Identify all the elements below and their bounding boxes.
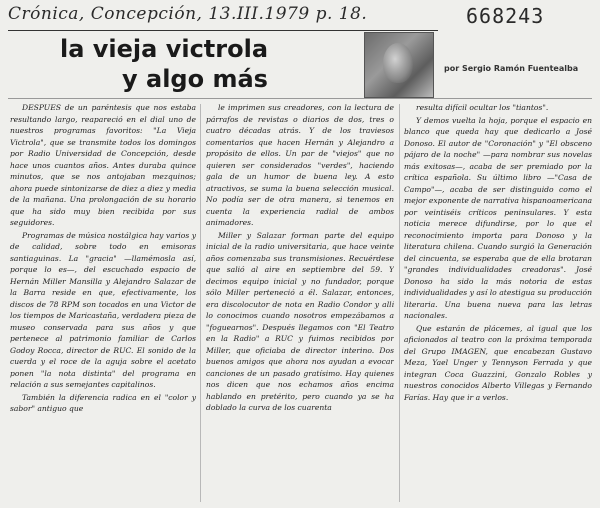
header-divider [8,98,592,99]
article-title-line1: la vieja victrola [60,35,269,63]
article-byline: por Sergio Ramón Fuentealba [444,64,579,73]
article-column-1 [10,102,196,506]
column-paragraph: También la diferencia radica en el "color y sabor" antiguo que [10,392,196,413]
column-paragraph: Programas de música nostálgica hay varios y de calidad, sobre todo en emisoras santiaguinas. La "gracia" —llamémosla así, porque lo es—, del escuchado espacio de Hernán Miller Mansilla y Alejandro Salazar de la Barra reside en que, efectivamente, los discos de 78 RPM son tocados en una Victor de los tiempos de Maricastaña, verdadera pieza de museo conservada para sus años y que pertenece al patrimonio familiar de Carlos Godoy Rocca, director de RUC. El sonido de la cuerda y el roce de la aguja sobre el acetato ponen "la nota distinta" del programa en relación a sus semejantes capitalinos. [10,230,196,389]
column-paragraph: le imprimen sus creadores, con la lectura de párrafos de revistas o diarios de dos, tres o cuatro décadas atrás. Y de los traviesos comentarios que hacen Hernán y Alejandro a propósito de ellos. Un par de "viejos" que no quieren ser considerados "verdes", haciendo gala de un humor de buena ley. A esto atractivos, se suma la buena selección musical. No podía ser de otra manera, si tenemos en cuenta la experiencia radial de ambos animadores. [206,103,394,227]
author-photo [364,32,434,98]
handwritten-source-note: Crónica, Concepción, 13.III.1979 p. 18. [8,4,438,31]
article-column-2 [206,102,394,506]
article-title [60,34,360,94]
column-paragraph: Que estarán de plácemes, al igual que los aficionados al teatro con la próxima temporada del Grupo IMAGEN, que encabezan Gustavo Meza, Yael Unger y Tennyson Ferrada y que integran Coca Guazzini, Gonzalo Robles y nuestros conocidos Alberto Villegas y Fernando Farías. Hay que ir a verlos. [404,323,592,402]
column-gutter [399,104,400,502]
column-paragraph: resulta difícil ocultar los "tiantos". [416,103,549,112]
article-title-line2: y algo más [122,65,268,93]
column-paragraph: DESPUES de un paréntesis que nos estaba resultando largo, reapareció en el dial uno de nuestros programas favoritos: "La Vieja Victrola", que se transmite todos los domingos por Radio Universidad de Concepción, desde hace unos cuantos años. Antes duraba quince minutos, que se nos antojaban mezquinos; ahora puede sintonizarse de diez a diez y media de la mañana. Una prolongación de su horario que ha sido muy bien recibida por sus seguidores. [10,103,196,227]
catalog-number: 668243 [466,4,545,28]
column-paragraph: Y demos vuelta la hoja, porque el espacio en blanco que queda hay que dedicarlo a José Donoso. El autor de "Coronación" y "El obsceno pájaro de la noche" —para nombrar sus novelas más exitosas—, acaba de ser premiado por la crítica española. Su último libro —"Casa de Campo"—, acaba de ser distinguido como el mejor exponente de narrativa hispanoamericana por veintiséis críticos peninsulares. Y esta noticia merece difundirse, por lo que el reconocimiento importa para Donoso y la literatura chilena. Cuando surgió la Generación del cincuenta, se esperaba que de ella brotaran "grandes individualidades creadoras". José Donoso ha sido la más notoria de estas individualidades y así lo atestigua su producción literaria. Una buena nueva para las letras nacionales. [404,115,592,320]
author-portrait-face [383,43,413,83]
article-column-3 [404,102,592,506]
column-paragraph: Miller y Salazar forman parte del equipo inicial de la radio universitaria, que hace veinte años comenzaba sus transmisiones. Recuérdese que salió al aire en septiembre del 59. Y decimos equipo inicial y no fundador, porque sólo Miller perteneció a él. Salazar, entonces, era discolocutor de nota en Radio Condor y allí lo conocimos cuando nosotros empezábamos a "foguearnos". Después llegamos con "El Teatro en la Radio" a RUC y fuimos recibidos por Miller, que oficiaba de director interino. Dos buenos amigos que ahora nos ayudan a evocar canciones de un pasado gratísimo. Hay quienes nos dicen que nos echamos años encima hablando en pretérito, pero cuando ya se ha doblado la curva de los cuarenta [206,230,394,412]
column-gutter [200,104,201,502]
